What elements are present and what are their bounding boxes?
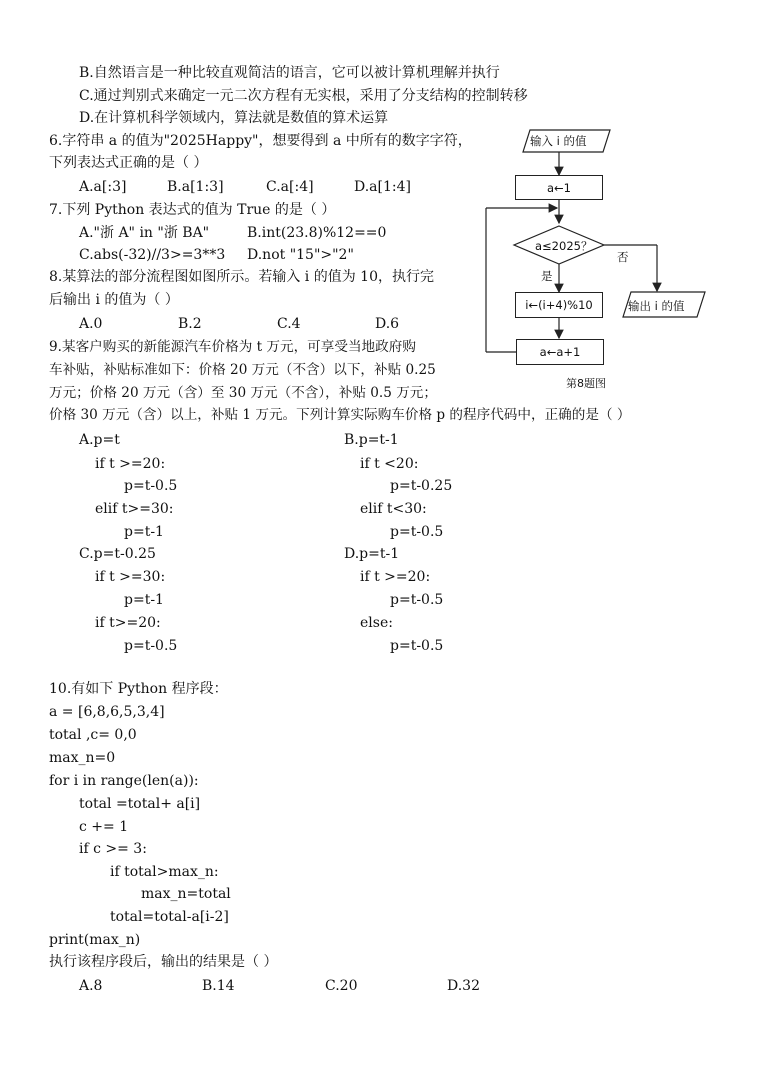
q9-stem-line1: 9.某客户购买的新能源汽车价格为 t 万元，可享受当地政府购: [49, 339, 416, 355]
flowchart-no-label: 否: [617, 250, 629, 264]
q9-stem-line2: 车补贴，补贴标准如下：价格 20 万元（不含）以下，补贴 0.25: [49, 362, 436, 378]
q10-code-line9: max_n=total: [141, 886, 231, 902]
q8-option-d: D.6: [375, 316, 400, 332]
q10-question: 执行该程序段后，输出的结果是（ ）: [49, 954, 278, 970]
q9-c-line1: C.p=t-0.25: [79, 546, 156, 562]
q9-c-line3: p=t-1: [124, 592, 164, 608]
q8-stem-line2: 后输出 i 的值为（ ）: [49, 292, 179, 308]
q9-d-line3: p=t-0.5: [390, 592, 444, 608]
q7-option-b: B.int(23.8)%12==0: [247, 225, 387, 241]
q9-c-line2: if t >=30:: [95, 569, 166, 585]
q7-option-c: C.abs(-32)//3>=3**3: [79, 247, 226, 263]
q6-option-a: A.a[:3]: [79, 179, 127, 195]
q8-stem-line1: 8.某算法的部分流程图如图所示。若输入 i 的值为 10，执行完: [49, 269, 434, 285]
flowchart-yes-label: 是: [541, 269, 553, 283]
q10-code-line8: if total>max_n:: [110, 864, 219, 880]
q5-option-c: C.通过判别式来确定一元二次方程有无实根，采用了分支结构的控制转移: [79, 88, 528, 104]
q5-option-b: B.自然语言是一种比较直观简洁的语言，它可以被计算机理解并执行: [79, 65, 500, 81]
q9-b-line1: B.p=t-1: [344, 432, 399, 448]
q9-d-line5: p=t-0.5: [390, 638, 444, 654]
q10-option-d: D.32: [447, 978, 480, 994]
q10-code-line5: total =total+ a[i]: [79, 796, 201, 812]
q10-code-line10: total=total-a[i-2]: [110, 909, 229, 925]
q9-stem-line4: 价格 30 万元（含）以上，补贴 1 万元。下列计算实际购车价格 p 的程序代码中，正确的是（ ）: [49, 407, 631, 423]
q9-b-line4: elif t<30:: [360, 501, 427, 517]
flowchart-increment-box: a←a+1: [516, 339, 604, 365]
q9-a-line5: p=t-1: [124, 524, 164, 540]
q9-d-line2: if t >=20:: [360, 569, 431, 585]
q9-a-line1: A.p=t: [79, 432, 120, 448]
q10-code-line11: print(max_n): [49, 932, 141, 948]
q5-option-d: D.在计算机科学领域内，算法就是数值的算术运算: [79, 110, 389, 126]
q6-option-d: D.a[1:4]: [354, 179, 411, 195]
q10-option-b: B.14: [202, 978, 235, 994]
q10-stem: 10.有如下 Python 程序段：: [49, 681, 228, 697]
q10-code-line1: a = [6,8,6,5,3,4]: [49, 704, 165, 720]
flowchart-init-box: a←1: [515, 175, 603, 200]
flowchart-decision-diamond: a≤2025？: [535, 239, 593, 253]
q10-code-line2: total ,c= 0,0: [49, 727, 137, 743]
q9-a-line2: if t >=20:: [95, 456, 166, 472]
q10-option-a: A.8: [79, 978, 103, 994]
q6-option-c: C.a[:4]: [266, 179, 314, 195]
q9-c-line5: p=t-0.5: [124, 638, 178, 654]
q9-stem-line3: 万元；价格 20 万元（含）至 30 万元（不含），补贴 0.5 万元；: [49, 385, 437, 401]
q9-b-line2: if t <20:: [360, 456, 419, 472]
q9-d-line1: D.p=t-1: [344, 546, 400, 562]
q10-code-line4: for i in range(len(a)):: [49, 773, 199, 789]
q7-stem: 7.下列 Python 表达式的值为 True 的是（ ）: [49, 202, 336, 218]
q7-option-a: A."浙 A" in "浙 BA": [79, 225, 210, 241]
q10-code-line7: if c >= 3:: [79, 841, 147, 857]
flowchart-output-parallelogram: 输出 i 的值: [628, 299, 685, 313]
q6-option-b: B.a[1:3]: [167, 179, 224, 195]
q9-d-line4: else:: [360, 615, 393, 631]
q7-option-d: D.not "15">"2": [247, 247, 354, 263]
q9-a-line3: p=t-0.5: [124, 478, 178, 494]
flowchart-input-parallelogram: 输入 i 的值: [530, 134, 587, 148]
q10-code-line3: max_n=0: [49, 750, 116, 766]
flowchart-caption: 第8题图: [566, 377, 606, 390]
q9-c-line4: if t>=20:: [95, 615, 161, 631]
q9-a-line4: elif t>=30:: [95, 501, 174, 517]
q6-stem-line2: 下列表达式正确的是（ ）: [49, 155, 208, 171]
flowchart-process-box: i←(i+4)%10: [515, 292, 603, 318]
q9-b-line5: p=t-0.5: [390, 524, 444, 540]
q8-option-a: A.0: [79, 316, 103, 332]
q9-b-line3: p=t-0.25: [390, 478, 453, 494]
q8-option-b: B.2: [178, 316, 202, 332]
q10-option-c: C.20: [325, 978, 358, 994]
q10-code-line6: c += 1: [79, 819, 129, 835]
q8-option-c: C.4: [277, 316, 301, 332]
q6-stem-line1: 6.字符串 a 的值为"2025Happy"，想要得到 a 中所有的数字字符，: [49, 133, 472, 149]
